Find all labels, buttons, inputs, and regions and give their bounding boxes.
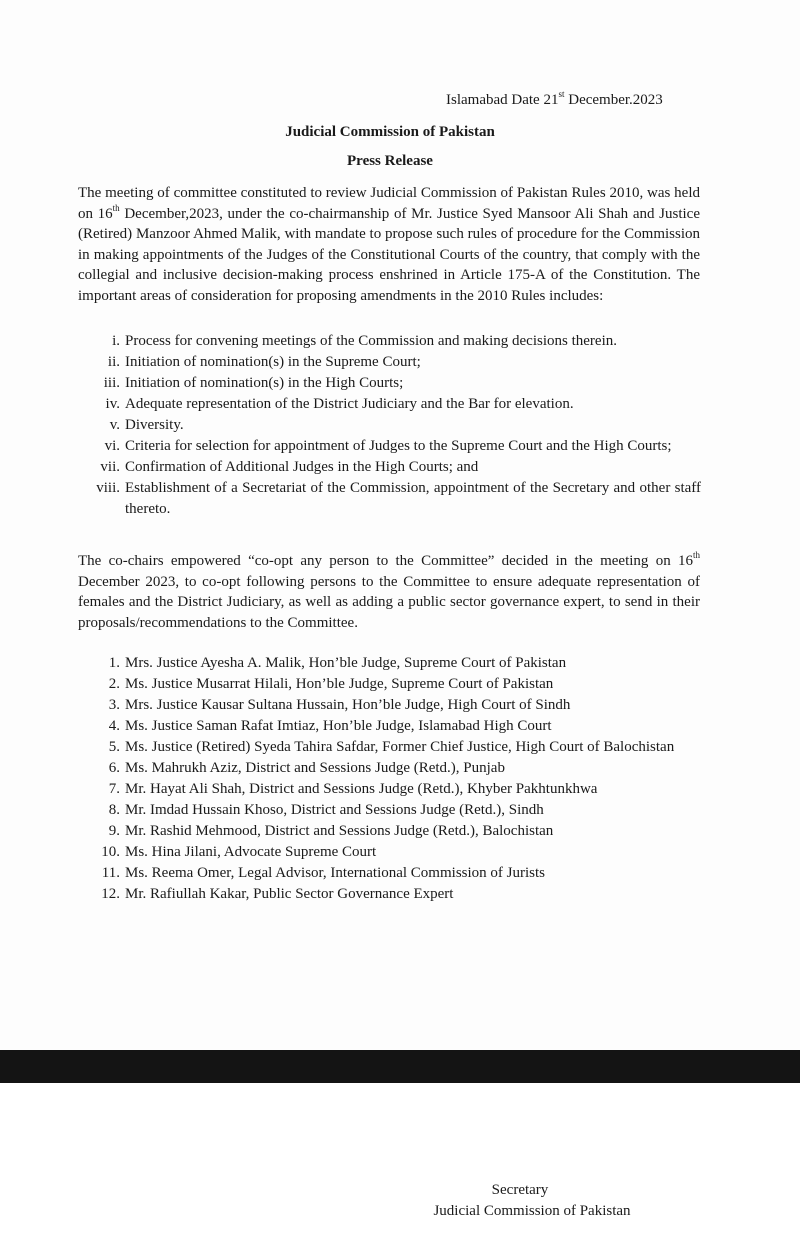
list-item-number: 12. [101, 886, 120, 902]
list-item-text: Mrs. Justice Ayesha A. Malik, Hon’ble Judge, Supreme Court of Pakistan [125, 655, 567, 671]
list-item-text: Initiation of nomination(s) in the High Courts; [125, 375, 404, 391]
list-item-text: Confirmation of Additional Judges in the High Courts; and [125, 459, 479, 475]
list-item [0, 821, 800, 842]
list-item-number: i. [112, 333, 120, 349]
list-item-text: Initiation of nomination(s) in the Supreme Court; [125, 354, 421, 370]
list-item [0, 800, 800, 821]
dateline-prefix: Islamabad Date 21 [446, 92, 559, 108]
list-item [0, 695, 800, 716]
list-item-number: 1. [108, 655, 120, 671]
list-item [0, 331, 800, 352]
list-item-text: Diversity. [125, 417, 184, 433]
list-item-number: 3. [108, 697, 120, 713]
document-subtitle: Press Release [347, 153, 433, 169]
list-item [0, 842, 800, 863]
list-item-text: Ms. Justice Musarrat Hilali, Hon’ble Judge, Supreme Court of Pakistan [125, 676, 554, 692]
list-item-text: Mr. Rafiullah Kakar, Public Sector Governance Expert [125, 886, 454, 902]
list-item [0, 436, 800, 457]
list-item-text: Ms. Mahrukh Aziz, District and Sessions Judge (Retd.), Punjab [125, 760, 505, 776]
list-item-number: 10. [101, 844, 120, 860]
list-item-number: 8. [108, 802, 120, 818]
list-item-text: Ms. Justice (Retired) Syeda Tahira Safdar, Former Chief Justice, High Court of Balochistan [125, 739, 675, 755]
list-item-text: Criteria for selection for appointment of Judges to the Supreme Court and the High Courts; [125, 438, 672, 454]
list-item-text: Mr. Imdad Hussain Khoso, District and Sessions Judge (Retd.), Sindh [125, 802, 544, 818]
list-item [0, 457, 800, 478]
list-item-number: 2. [108, 676, 120, 692]
list-item-text: Mrs. Justice Kausar Sultana Hussain, Hon’ble Judge, High Court of Sindh [125, 697, 571, 713]
document-title: Judicial Commission of Pakistan [285, 124, 495, 140]
list-item-number: 4. [108, 718, 120, 734]
list-item-number: 11. [101, 865, 120, 881]
list-item [0, 415, 800, 436]
list-item-number: viii. [96, 480, 120, 496]
signature-organization: Judicial Commission of Pakistan [433, 1203, 631, 1219]
consideration-areas-list [0, 331, 800, 520]
list-item [0, 779, 800, 800]
list-item-number: 6. [108, 760, 120, 776]
signature-designation: Secretary [491, 1182, 549, 1198]
list-item-text: Adequate representation of the District Judiciary and the Bar for elevation. [125, 396, 574, 412]
list-item-number: ii. [107, 354, 120, 370]
list-item [0, 478, 800, 519]
list-item-number: v. [109, 417, 120, 433]
intro-paragraph [78, 183, 700, 306]
list-item [0, 758, 800, 779]
document-page-continuation [0, 1083, 800, 1248]
list-item [0, 653, 800, 674]
list-item-number: iii. [103, 375, 120, 391]
dateline [446, 89, 663, 109]
list-item [0, 716, 800, 737]
dateline-suffix: December.2023 [564, 92, 663, 108]
list-item-text: Establishment of a Secretariat of the Commission, appointment of the Secretary and other staff thereto. [125, 480, 701, 517]
co-opt-paragraph [78, 551, 700, 633]
list-item-text: Mr. Rashid Mehmood, District and Sessions Judge (Retd.), Balochistan [125, 823, 554, 839]
intro-paragraph-part2: December,2023, under the co-chairmanship of Mr. Justice Syed Mansoor Ali Shah and Justice (Retired) Manzoor Ahmed Malik, with mandate to propose such rules of procedure for the Commission in making appointments of the Judges of the Constitutional Courts of the country, that comply with the collegial and inclusive decision-making process enshrined in Article 175-A of the Constitution. The important areas of consideration for proposing amendments in the 2010 Rules includes: [78, 205, 700, 304]
list-item-text: Ms. Justice Saman Rafat Imtiaz, Hon’ble Judge, Islamabad High Court [125, 718, 552, 734]
list-item [0, 884, 800, 905]
page-separator-band [0, 1050, 800, 1083]
list-item-text: Ms. Reema Omer, Legal Advisor, International Commission of Jurists [125, 865, 545, 881]
list-item [0, 674, 800, 695]
list-item-number: 5. [108, 739, 120, 755]
co-opted-members-list [0, 653, 800, 905]
list-item-text: Ms. Hina Jilani, Advocate Supreme Court [125, 844, 377, 860]
intro-paragraph-ordinal: th [112, 202, 120, 213]
list-item [0, 352, 800, 373]
list-item-number: 9. [108, 823, 120, 839]
co-opt-paragraph-part2: December 2023, to co-opt following persons to the Committee to ensure adequate representation of females and the District Judiciary, as well as adding a public sector governance expert, to send in their proposals/recommendations to the Committee. [78, 573, 700, 631]
list-item-number: vi. [104, 438, 120, 454]
list-item [0, 737, 800, 758]
list-item-number: iv. [105, 396, 120, 412]
list-item-text: Mr. Hayat Ali Shah, District and Sessions Judge (Retd.), Khyber Pakhtunkhwa [125, 781, 598, 797]
list-item-text: Process for convening meetings of the Commission and making decisions therein. [125, 333, 617, 349]
list-item-number: 7. [108, 781, 120, 797]
intro-paragraph-part1: The meeting of committee constituted to review Judicial Commission of Pakistan Rules 2010, was held on 16 [78, 185, 700, 222]
list-item [0, 863, 800, 884]
list-item [0, 394, 800, 415]
list-item [0, 373, 800, 394]
co-opt-paragraph-part1: The co-chairs empowered “co-opt any person to the Committee” decided in the meeting on 16 [78, 553, 693, 569]
list-item-number: vii. [100, 459, 120, 475]
dateline-ordinal: st [558, 89, 565, 99]
co-opt-paragraph-ordinal: th [692, 550, 700, 560]
